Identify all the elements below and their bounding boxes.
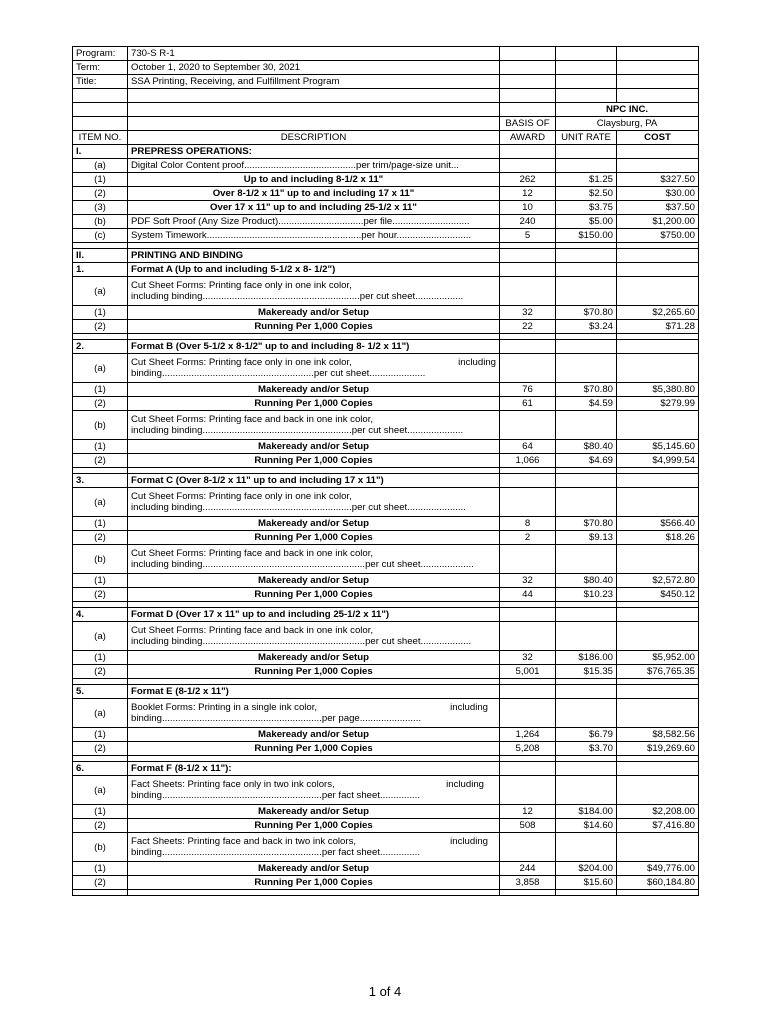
- item-code: (2): [73, 397, 128, 411]
- item-row: [73, 277, 699, 306]
- rate-cell: $3.70: [556, 742, 617, 756]
- item-code: (b): [73, 833, 128, 862]
- description-header: DESCRIPTION: [128, 131, 500, 145]
- item-code: (1): [73, 862, 128, 876]
- program-row: [73, 47, 699, 61]
- desc-line-2: including binding.............................................................per cut sheet....................: [131, 559, 474, 570]
- item-code: (2): [73, 454, 128, 468]
- item-description: [128, 699, 500, 728]
- format-title: Format B (Over 5-1/2 x 8-1/2" up to and including 8- 1/2 x 11"): [128, 340, 500, 354]
- item-code: (2): [73, 531, 128, 545]
- rate-cell: $70.80: [556, 383, 617, 397]
- item-code: (a): [73, 277, 128, 306]
- item-code: (1): [73, 517, 128, 531]
- term-row: [73, 61, 699, 75]
- item-row: [73, 488, 699, 517]
- basis-cell: 1,264: [500, 728, 556, 742]
- format-title: Format C (Over 8-1/2 x 11" up to and including 17 x 11"): [128, 474, 500, 488]
- format-title: Format E (8-1/2 x 11"): [128, 685, 500, 699]
- table-row: [73, 531, 699, 545]
- desc-line-1-tail: including: [450, 836, 488, 847]
- rate-cell: $3.24: [556, 320, 617, 334]
- title-row: [73, 75, 699, 89]
- format-title: Format D (Over 17 x 11" up to and including 25-1/2 x 11"): [128, 608, 500, 622]
- basis-cell: 8: [500, 517, 556, 531]
- cost-cell: $5,380.80: [617, 383, 699, 397]
- section-number: I.: [73, 145, 128, 159]
- basis-cell: 1,066: [500, 454, 556, 468]
- table-row: [73, 588, 699, 602]
- format-number: 5.: [73, 685, 128, 699]
- basis-cell: 5: [500, 229, 556, 243]
- item-description: Running Per 1,000 Copies: [128, 531, 500, 545]
- basis-cell: 262: [500, 173, 556, 187]
- item-description: Makeready and/or Setup: [128, 728, 500, 742]
- rate-cell: $9.13: [556, 531, 617, 545]
- cost-cell: $279.99: [617, 397, 699, 411]
- desc-line-1: Fact Sheets: Printing face and back in two ink colors,: [131, 836, 357, 847]
- table-row: [73, 862, 699, 876]
- format-row: [73, 474, 699, 488]
- table-row: [73, 383, 699, 397]
- rate-cell: $3.75: [556, 201, 617, 215]
- item-description: Running Per 1,000 Copies: [128, 819, 500, 833]
- table-row: [73, 742, 699, 756]
- desc-line-1-tail: including: [450, 702, 488, 713]
- cost-cell: $2,208.00: [617, 805, 699, 819]
- table-row: [73, 517, 699, 531]
- item-code: (2): [73, 588, 128, 602]
- item-code: (2): [73, 320, 128, 334]
- desc-line-2: including binding...........................................................per cut sheet..................: [131, 291, 464, 302]
- cost-cell: $5,145.60: [617, 440, 699, 454]
- desc-line-1: Cut Sheet Forms: Printing face only in one ink color,: [131, 357, 352, 368]
- table-row: [73, 201, 699, 215]
- cost-cell: $7,416.80: [617, 819, 699, 833]
- table-row: [73, 805, 699, 819]
- cost-cell: $566.40: [617, 517, 699, 531]
- item-code: (1): [73, 383, 128, 397]
- cost-cell: $30.00: [617, 187, 699, 201]
- item-code: (1): [73, 728, 128, 742]
- desc-line-2: binding.........................................................per cut sheet.....................: [131, 368, 426, 379]
- item-row: [73, 776, 699, 805]
- cost-cell: $4,999.54: [617, 454, 699, 468]
- item-description: [128, 776, 500, 805]
- rate-cell: $15.35: [556, 665, 617, 679]
- item-description: Makeready and/or Setup: [128, 805, 500, 819]
- basis-cell: 32: [500, 306, 556, 320]
- item-description: Running Per 1,000 Copies: [128, 320, 500, 334]
- cost-cell: $2,265.60: [617, 306, 699, 320]
- table-row: [73, 574, 699, 588]
- contractor-row: [73, 103, 699, 117]
- basis-cell: 240: [500, 215, 556, 229]
- item-code: (b): [73, 215, 128, 229]
- item-description: Running Per 1,000 Copies: [128, 588, 500, 602]
- rate-cell: $10.23: [556, 588, 617, 602]
- term-label: Term:: [73, 61, 128, 75]
- item-code: (1): [73, 651, 128, 665]
- table-row: [73, 306, 699, 320]
- cost-cell: $450.12: [617, 588, 699, 602]
- item-code: (1): [73, 805, 128, 819]
- cost-cell: $5,952.00: [617, 651, 699, 665]
- item-description: [128, 488, 500, 517]
- table-row: [73, 651, 699, 665]
- unit-rate-header: UNIT RATE: [556, 131, 617, 145]
- rate-cell: $70.80: [556, 517, 617, 531]
- cost-cell: $49,776.00: [617, 862, 699, 876]
- item-description: PDF Soft Proof (Any Size Product)................................per file.............................: [128, 215, 500, 229]
- column-header-row-1: [73, 117, 699, 131]
- item-code: (1): [73, 306, 128, 320]
- rate-cell: $186.00: [556, 651, 617, 665]
- rate-cell: $204.00: [556, 862, 617, 876]
- basis-cell: 22: [500, 320, 556, 334]
- cost-cell: $750.00: [617, 229, 699, 243]
- table-row: [73, 229, 699, 243]
- item-description: [128, 833, 500, 862]
- format-row: [73, 608, 699, 622]
- section-title: PRINTING AND BINDING: [128, 249, 500, 263]
- basis-cell: 508: [500, 819, 556, 833]
- desc-line-1: Cut Sheet Forms: Printing face and back in one ink color,: [131, 625, 374, 636]
- cost-cell: $327.50: [617, 173, 699, 187]
- item-description: Makeready and/or Setup: [128, 651, 500, 665]
- item-description: Makeready and/or Setup: [128, 517, 500, 531]
- item-description: Running Per 1,000 Copies: [128, 876, 500, 890]
- rate-cell: $2.50: [556, 187, 617, 201]
- item-code: (a): [73, 488, 128, 517]
- item-description: [128, 622, 500, 651]
- cost-cell: $18.26: [617, 531, 699, 545]
- item-code: (2): [73, 187, 128, 201]
- item-description: Makeready and/or Setup: [128, 306, 500, 320]
- section-title: PREPRESS OPERATIONS:: [128, 145, 500, 159]
- title-value: SSA Printing, Receiving, and Fulfillment Program: [128, 75, 500, 89]
- format-title: Format F (8-1/2 x 11"):: [128, 762, 500, 776]
- cost-cell: $60,184.80: [617, 876, 699, 890]
- format-number: 3.: [73, 474, 128, 488]
- format-number: 4.: [73, 608, 128, 622]
- rate-cell: $4.69: [556, 454, 617, 468]
- item-code: (a): [73, 622, 128, 651]
- item-code: (2): [73, 876, 128, 890]
- item-description: Over 17 x 11" up to and including 25-1/2 x 11": [128, 201, 500, 215]
- item-code: (a): [73, 699, 128, 728]
- format-row: [73, 762, 699, 776]
- page-number: 1 of 4: [368, 984, 402, 999]
- item-description: System Timework..........................................................per hour............................: [128, 229, 500, 243]
- table-row: [73, 665, 699, 679]
- basis-cell: 2: [500, 531, 556, 545]
- cost-cell: $37.50: [617, 201, 699, 215]
- item-row: [73, 833, 699, 862]
- table-row: [73, 440, 699, 454]
- item-code: (2): [73, 665, 128, 679]
- desc-line-1: Cut Sheet Forms: Printing face and back in one ink color,: [131, 548, 374, 559]
- item-code: (2): [73, 819, 128, 833]
- rate-cell: $6.79: [556, 728, 617, 742]
- format-row: [73, 685, 699, 699]
- desc-line-2: including binding........................................................per cut sheet.....................: [131, 425, 464, 436]
- item-code: (a): [73, 159, 128, 173]
- item-description: [128, 545, 500, 574]
- item-code: (a): [73, 776, 128, 805]
- rate-cell: $4.59: [556, 397, 617, 411]
- desc-line-1-tail: including: [446, 779, 484, 790]
- desc-line-1: Booklet Forms: Printing in a single ink color,: [131, 702, 318, 713]
- rate-cell: $80.40: [556, 440, 617, 454]
- item-description: Running Per 1,000 Copies: [128, 742, 500, 756]
- item-code: (b): [73, 545, 128, 574]
- item-row: [73, 354, 699, 383]
- program-value: 730-S R-1: [128, 47, 500, 61]
- item-description: [128, 354, 500, 383]
- cost-cell: $8,582.56: [617, 728, 699, 742]
- basis-cell: 61: [500, 397, 556, 411]
- basis-cell: 3,858: [500, 876, 556, 890]
- rate-cell: $80.40: [556, 574, 617, 588]
- cost-header: COST: [617, 131, 699, 145]
- item-code: (1): [73, 173, 128, 187]
- desc-line-1: Cut Sheet Forms: Printing face only in one ink color,: [131, 491, 352, 502]
- rate-cell: $14.60: [556, 819, 617, 833]
- basis-cell: 44: [500, 588, 556, 602]
- rate-cell: $1.25: [556, 173, 617, 187]
- rate-cell: $150.00: [556, 229, 617, 243]
- desc-line-2: binding............................................................per page.......................: [131, 713, 422, 724]
- item-row: [73, 411, 699, 440]
- price-table: [72, 46, 699, 896]
- table-row: [73, 215, 699, 229]
- format-number: 2.: [73, 340, 128, 354]
- table-row: [73, 728, 699, 742]
- item-code: (1): [73, 574, 128, 588]
- desc-line-2: binding............................................................per fact sheet...............: [131, 790, 420, 801]
- cost-cell: $76,765.35: [617, 665, 699, 679]
- item-description: Over 8-1/2 x 11" up to and including 17 x 11": [128, 187, 500, 201]
- section-row: [73, 249, 699, 263]
- table-row: [73, 173, 699, 187]
- cost-cell: $19,269.60: [617, 742, 699, 756]
- basis-cell: 32: [500, 574, 556, 588]
- cost-cell: $71.28: [617, 320, 699, 334]
- basis-cell: 5,208: [500, 742, 556, 756]
- table-row: [73, 454, 699, 468]
- item-code: (c): [73, 229, 128, 243]
- item-code: (2): [73, 742, 128, 756]
- program-label: Program:: [73, 47, 128, 61]
- item-description: Running Per 1,000 Copies: [128, 665, 500, 679]
- desc-line-2: including binding........................................................per cut sheet......................: [131, 502, 466, 513]
- item-no-header: ITEM NO.: [73, 131, 128, 145]
- item-description: Makeready and/or Setup: [128, 574, 500, 588]
- item-description: [128, 411, 500, 440]
- item-description: [128, 277, 500, 306]
- item-code: (a): [73, 354, 128, 383]
- rate-cell: $70.80: [556, 306, 617, 320]
- item-code: (1): [73, 440, 128, 454]
- desc-line-1: Cut Sheet Forms: Printing face only in one ink color,: [131, 280, 352, 291]
- desc-line-1-tail: including: [458, 357, 496, 368]
- item-row: [73, 545, 699, 574]
- rate-cell: $5.00: [556, 215, 617, 229]
- item-description: Running Per 1,000 Copies: [128, 397, 500, 411]
- basis-cell: 12: [500, 805, 556, 819]
- format-number: 6.: [73, 762, 128, 776]
- column-header-row-2: [73, 131, 699, 145]
- item-row: [73, 159, 699, 173]
- basis-cell: 5,001: [500, 665, 556, 679]
- item-description: Makeready and/or Setup: [128, 383, 500, 397]
- table-row: [73, 876, 699, 890]
- table-row: [73, 819, 699, 833]
- section-row: [73, 145, 699, 159]
- cost-cell: $1,200.00: [617, 215, 699, 229]
- desc-line-2: binding............................................................per fact sheet...............: [131, 847, 420, 858]
- item-description: Digital Color Content proof..........................................per trim/page-size unit...: [128, 159, 500, 173]
- item-code: (3): [73, 201, 128, 215]
- contractor-name: NPC INC.: [556, 103, 699, 117]
- item-row: [73, 622, 699, 651]
- item-description: Running Per 1,000 Copies: [128, 454, 500, 468]
- format-number: 1.: [73, 263, 128, 277]
- desc-line-1: Fact Sheets: Printing face only in two ink colors,: [131, 779, 335, 790]
- item-code: (b): [73, 411, 128, 440]
- format-row: [73, 263, 699, 277]
- format-title: Format A (Up to and including 5-1/2 x 8- 1/2"): [128, 263, 500, 277]
- basis-cell: 244: [500, 862, 556, 876]
- table-row: [73, 187, 699, 201]
- format-row: [73, 340, 699, 354]
- desc-line-2: including binding.............................................................per cut sheet...................: [131, 636, 472, 647]
- contractor-location: Claysburg, PA: [556, 117, 699, 131]
- table-row: [73, 397, 699, 411]
- basis-cell: 12: [500, 187, 556, 201]
- basis-header-2: AWARD: [500, 131, 556, 145]
- basis-header-1: BASIS OF: [500, 117, 556, 131]
- cost-cell: $2,572.80: [617, 574, 699, 588]
- title-label: Title:: [73, 75, 128, 89]
- item-description: Makeready and/or Setup: [128, 862, 500, 876]
- desc-line-1: Cut Sheet Forms: Printing face and back in one ink color,: [131, 414, 374, 425]
- section-number: II.: [73, 249, 128, 263]
- item-description: Up to and including 8-1/2 x 11": [128, 173, 500, 187]
- basis-cell: 32: [500, 651, 556, 665]
- rate-cell: $15.60: [556, 876, 617, 890]
- term-value: October 1, 2020 to September 30, 2021: [128, 61, 500, 75]
- rate-cell: $184.00: [556, 805, 617, 819]
- table-row: [73, 320, 699, 334]
- item-row: [73, 699, 699, 728]
- basis-cell: 76: [500, 383, 556, 397]
- item-description: Makeready and/or Setup: [128, 440, 500, 454]
- basis-cell: 10: [500, 201, 556, 215]
- basis-cell: 64: [500, 440, 556, 454]
